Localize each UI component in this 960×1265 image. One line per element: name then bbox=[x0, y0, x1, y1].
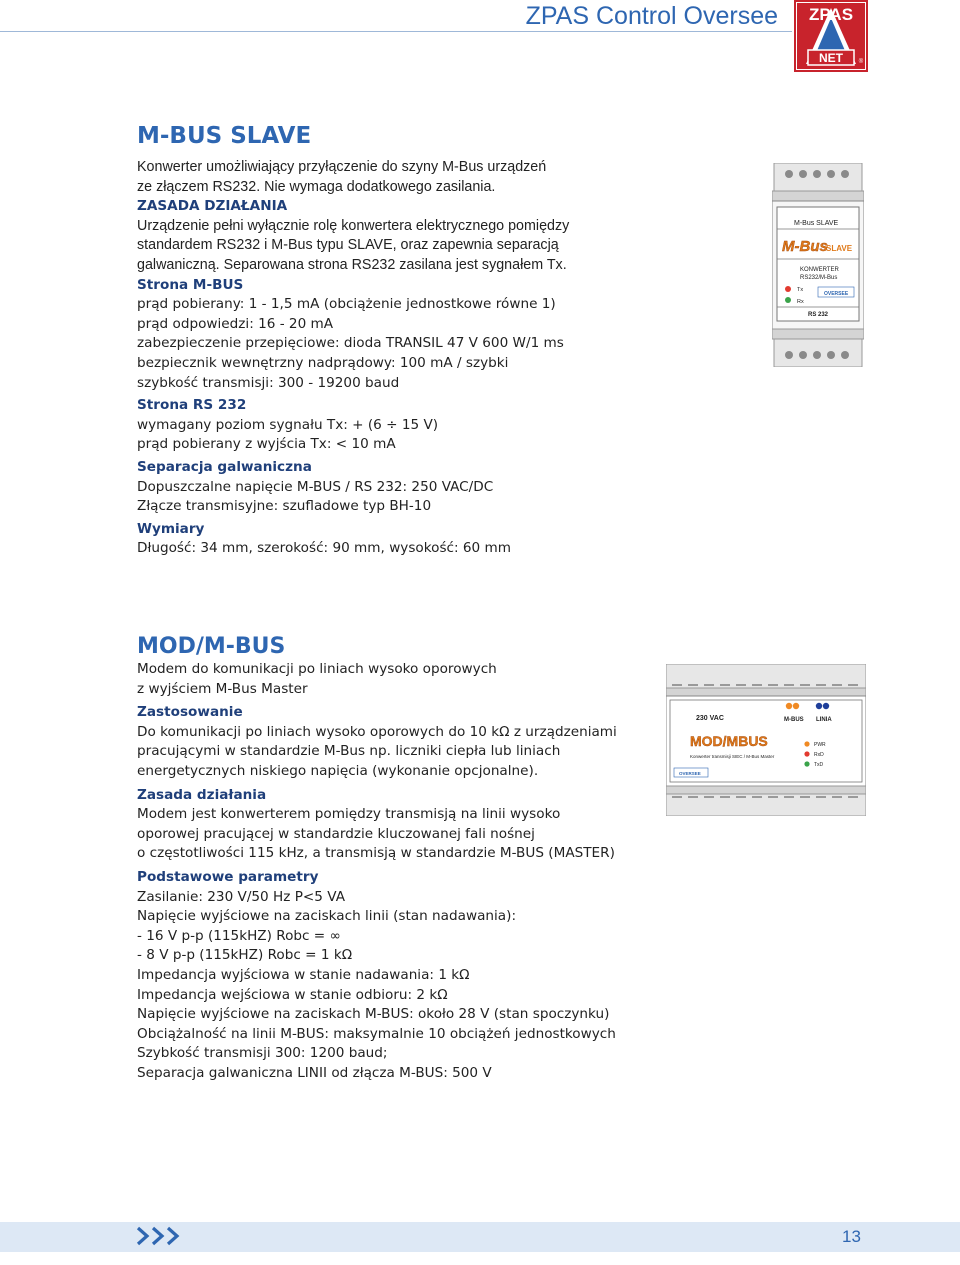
led-pwr-icon bbox=[804, 741, 809, 746]
usage-heading: Zastosowanie bbox=[137, 704, 243, 721]
zpas-net-logo bbox=[794, 0, 868, 72]
params-line: Impedancja wyjściowa w stanie nadawania: 1 kΩ bbox=[137, 966, 470, 983]
page-number: 13 bbox=[842, 1227, 861, 1246]
params-line: Zasilanie: 230 V/50 Hz P<5 VA bbox=[137, 888, 345, 905]
mbus-side-line: prąd pobierany: 1 - 1,5 mA (obciążenie jednostkowe równe 1) bbox=[137, 296, 556, 313]
dimensions-heading: Wymiary bbox=[137, 520, 205, 537]
principle-heading: Zasada działania bbox=[137, 786, 267, 803]
params-line: Szybkość transmisji 300: 1200 baud; bbox=[137, 1045, 388, 1062]
logo-top-text: ZPAS bbox=[808, 5, 854, 24]
device-line1: KONWERTER bbox=[800, 267, 839, 273]
params-line: Impedancja wejściowa w stanie odbioru: 2 kΩ bbox=[137, 986, 448, 1003]
mbus-side-line: prąd odpowiedzi: 16 - 20 mA bbox=[137, 315, 334, 332]
device-line-label: LINIA bbox=[816, 717, 832, 723]
principle-line: o częstotliwości 115 kHz, a transmisją w standardzie M-BUS (MASTER) bbox=[137, 845, 615, 862]
params-line: Napięcie wyjściowe na zaciskach linii (stan nadawania): bbox=[137, 908, 517, 925]
device-power-label: 230 VAC bbox=[696, 715, 724, 722]
logo-registered-mark: ® bbox=[858, 59, 864, 65]
principle-line: Modem jest konwerterem pomiędzy transmisją na linii wysoko bbox=[137, 806, 561, 823]
led-rxd-icon bbox=[804, 751, 809, 756]
intro-line: ze złączem RS232. Nie wymaga dodatkowego zasilania. bbox=[137, 178, 496, 195]
device-port-label: RS 232 bbox=[808, 312, 829, 318]
led-txd-icon bbox=[804, 761, 809, 766]
led-line-icon bbox=[816, 703, 822, 709]
mbus-slave-device-image bbox=[772, 163, 864, 367]
mod-mbus-title: MOD/M-BUS bbox=[137, 634, 286, 659]
params-line: - 8 V p-p (115kHZ) Robc = 1 kΩ bbox=[137, 947, 353, 964]
device-subtitle: Konwerter transmisji SIEC / M-Bus Master bbox=[690, 754, 775, 759]
isolation-line: Złącze transmisyjne: szufladowe typ BH-10 bbox=[137, 498, 432, 515]
rs232-side-line: wymagany poziom sygnału Tx: + (6 ÷ 15 V) bbox=[137, 416, 439, 433]
mod-mbus-device-image bbox=[666, 664, 866, 816]
device-maker: OVERSEE bbox=[679, 771, 701, 776]
principle-line: Urządzenie pełni wyłącznie rolę konwertera elektrycznego pomiędzy bbox=[137, 217, 570, 234]
device-txd-label: TxD bbox=[814, 762, 824, 768]
principle-line: oporowej pracującej w standardzie kluczowanej fali nośnej bbox=[137, 825, 535, 842]
mbus-slave-body bbox=[137, 158, 569, 559]
chevrons-icon bbox=[135, 1225, 185, 1247]
principle-heading: ZASADA DZIAŁANIA bbox=[137, 198, 288, 215]
device-brand: MOD/MBUS bbox=[690, 733, 768, 749]
isolation-line: Dopuszczalne napięcie M-BUS / RS 232: 250 VAC/DC bbox=[137, 478, 494, 495]
rs232-side-line: prąd pobierany z wyjścia Tx: < 10 mA bbox=[137, 436, 396, 453]
mbus-side-line: bezpiecznik wewnętrzny nadprądowy: 100 mA / szybki bbox=[137, 354, 509, 371]
mbus-side-line: zabezpieczenie przepięciowe: dioda TRANSIL 47 V 600 W/1 ms bbox=[137, 335, 564, 352]
header-title: ZPAS Control Oversee bbox=[525, 2, 778, 30]
params-line: - 16 V p-p (115kHZ) Robc = ∞ bbox=[137, 927, 341, 944]
usage-line: energetycznych niskiego napięcia (wykonanie opcjonalne). bbox=[137, 762, 539, 779]
header-rule bbox=[0, 31, 792, 32]
usage-line: pracującymi w standardzie M-Bus np. liczniki ciepła lub liniach bbox=[137, 743, 561, 760]
device-brand-big: M-Bus bbox=[782, 238, 828, 255]
led-mbus-icon bbox=[786, 703, 792, 709]
mbus-side-heading: Strona M-BUS bbox=[137, 276, 244, 293]
led-line-icon bbox=[823, 703, 829, 709]
mod-mbus-body bbox=[137, 660, 617, 1083]
rs232-side-heading: Strona RS 232 bbox=[137, 397, 247, 414]
dimensions-line: Długość: 34 mm, szerokość: 90 mm, wysokość: 60 mm bbox=[137, 540, 512, 557]
params-line: Obciążalność na linii M-BUS: maksymalnie 10 obciążeń jednostkowych bbox=[137, 1025, 616, 1042]
usage-line: Do komunikacji po liniach wysoko oporowych do 10 kΩ z urządzeniami bbox=[137, 723, 617, 740]
principle-line: standardem RS232 i M-Bus typu SLAVE, oraz zapewnia separacją bbox=[137, 237, 559, 254]
device-tx-label: Tx bbox=[797, 287, 804, 293]
device-line2: RS232/M-Bus bbox=[800, 275, 838, 281]
mbus-slave-title: M-BUS SLAVE bbox=[137, 123, 312, 149]
device-brand-small: SLAVE bbox=[826, 244, 853, 253]
device-mbus-label: M-BUS bbox=[784, 717, 804, 723]
principle-line: galwaniczną. Separowana strona RS232 zasilana jest sygnałem Tx. bbox=[137, 256, 567, 273]
params-heading: Podstawowe parametry bbox=[137, 868, 319, 885]
intro-line: Konwerter umożliwiający przyłączenie do szyny M-Bus urządzeń bbox=[137, 159, 547, 175]
device-pwr-label: PWR bbox=[814, 742, 826, 748]
device-maker: OVERSEE bbox=[824, 291, 849, 297]
logo-bottom-text: NET bbox=[819, 51, 843, 65]
params-line: Napięcie wyjściowe na zaciskach M-BUS: około 28 V (stan spoczynku) bbox=[137, 1006, 610, 1023]
device-rxd-label: RxD bbox=[814, 752, 824, 758]
isolation-heading: Separacja galwaniczna bbox=[137, 458, 312, 475]
intro-line: z wyjściem M-Bus Master bbox=[137, 680, 308, 697]
led-rx-icon bbox=[785, 297, 791, 303]
led-mbus-icon bbox=[793, 703, 799, 709]
params-line: Separacja galwaniczna LINII od złącza M-BUS: 500 V bbox=[137, 1064, 492, 1081]
device-top-label: M-Bus SLAVE bbox=[794, 220, 839, 227]
led-tx-icon bbox=[785, 286, 791, 292]
device-rx-label: Rx bbox=[797, 299, 804, 305]
intro-line: Modem do komunikacji po liniach wysoko oporowych bbox=[137, 661, 497, 677]
mbus-side-line: szybkość transmisji: 300 - 19200 baud bbox=[137, 374, 400, 391]
